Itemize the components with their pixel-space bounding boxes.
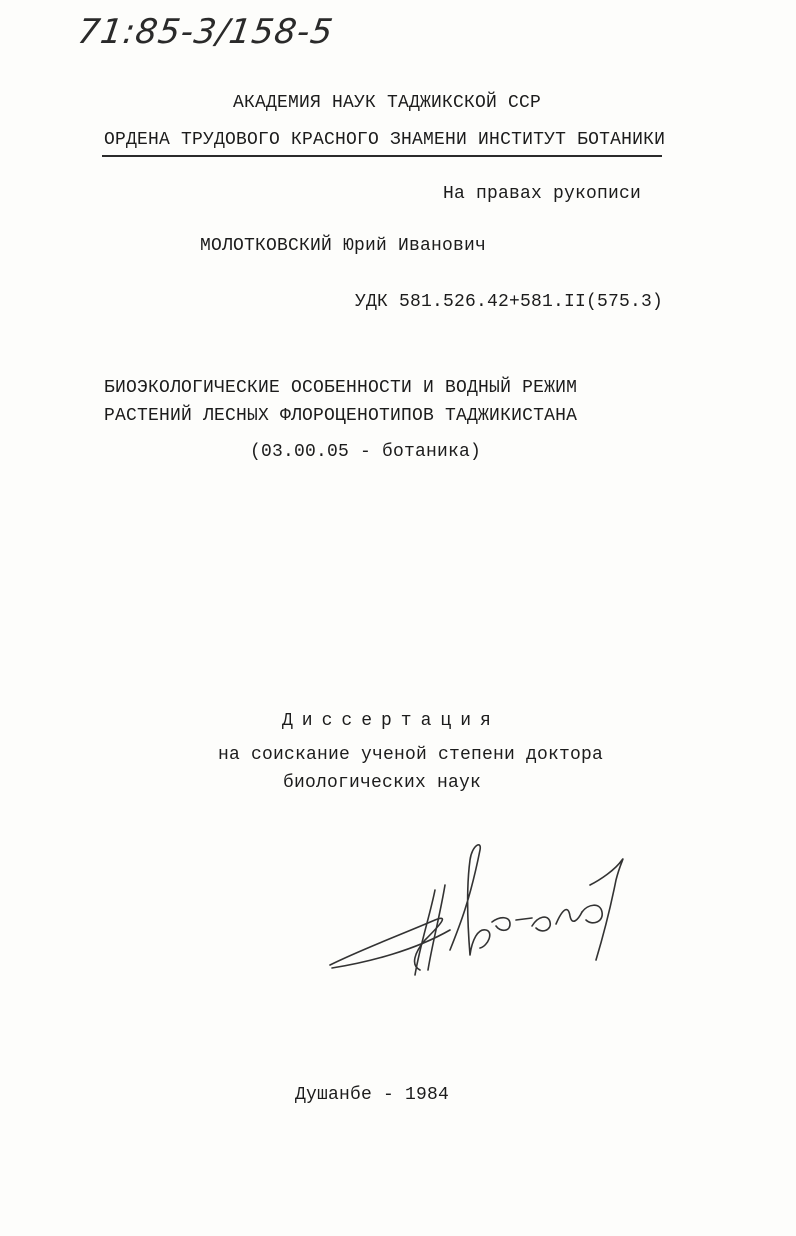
title-line-2: РАСТЕНИЙ ЛЕСНЫХ ФЛОРОЦЕНОТИПОВ ТАДЖИКИСТАНА (104, 406, 578, 426)
author-signature (320, 830, 640, 990)
author-name: МОЛОТКОВСКИЙ Юрий Иванович (200, 236, 487, 256)
thesis-degree-line-1: на соискание ученой степени доктора (218, 745, 604, 765)
archive-mark: 71:85-3/158-5 (75, 12, 336, 52)
header-institute: ОРДЕНА ТРУДОВОГО КРАСНОГО ЗНАМЕНИ ИНСТИТУТ БОТАНИКИ (104, 130, 666, 150)
header-underline (102, 155, 662, 157)
rights-note: На правах рукописи (443, 184, 642, 204)
specialty-code: (03.00.05 - ботаника) (250, 442, 482, 462)
title-line-1: БИОЭКОЛОГИЧЕСКИЕ ОСОБЕННОСТИ И ВОДНЫЙ РЕЖИМ (104, 378, 578, 398)
thesis-label: Диссертация (282, 711, 500, 731)
header-academy: АКАДЕМИЯ НАУК ТАДЖИКСКОЙ ССР (233, 93, 542, 113)
place-and-year: Душанбе - 1984 (295, 1085, 450, 1105)
thesis-degree-line-2: биологических наук (283, 773, 482, 793)
udc-code: УДК 581.526.42+581.II(575.3) (355, 292, 664, 312)
